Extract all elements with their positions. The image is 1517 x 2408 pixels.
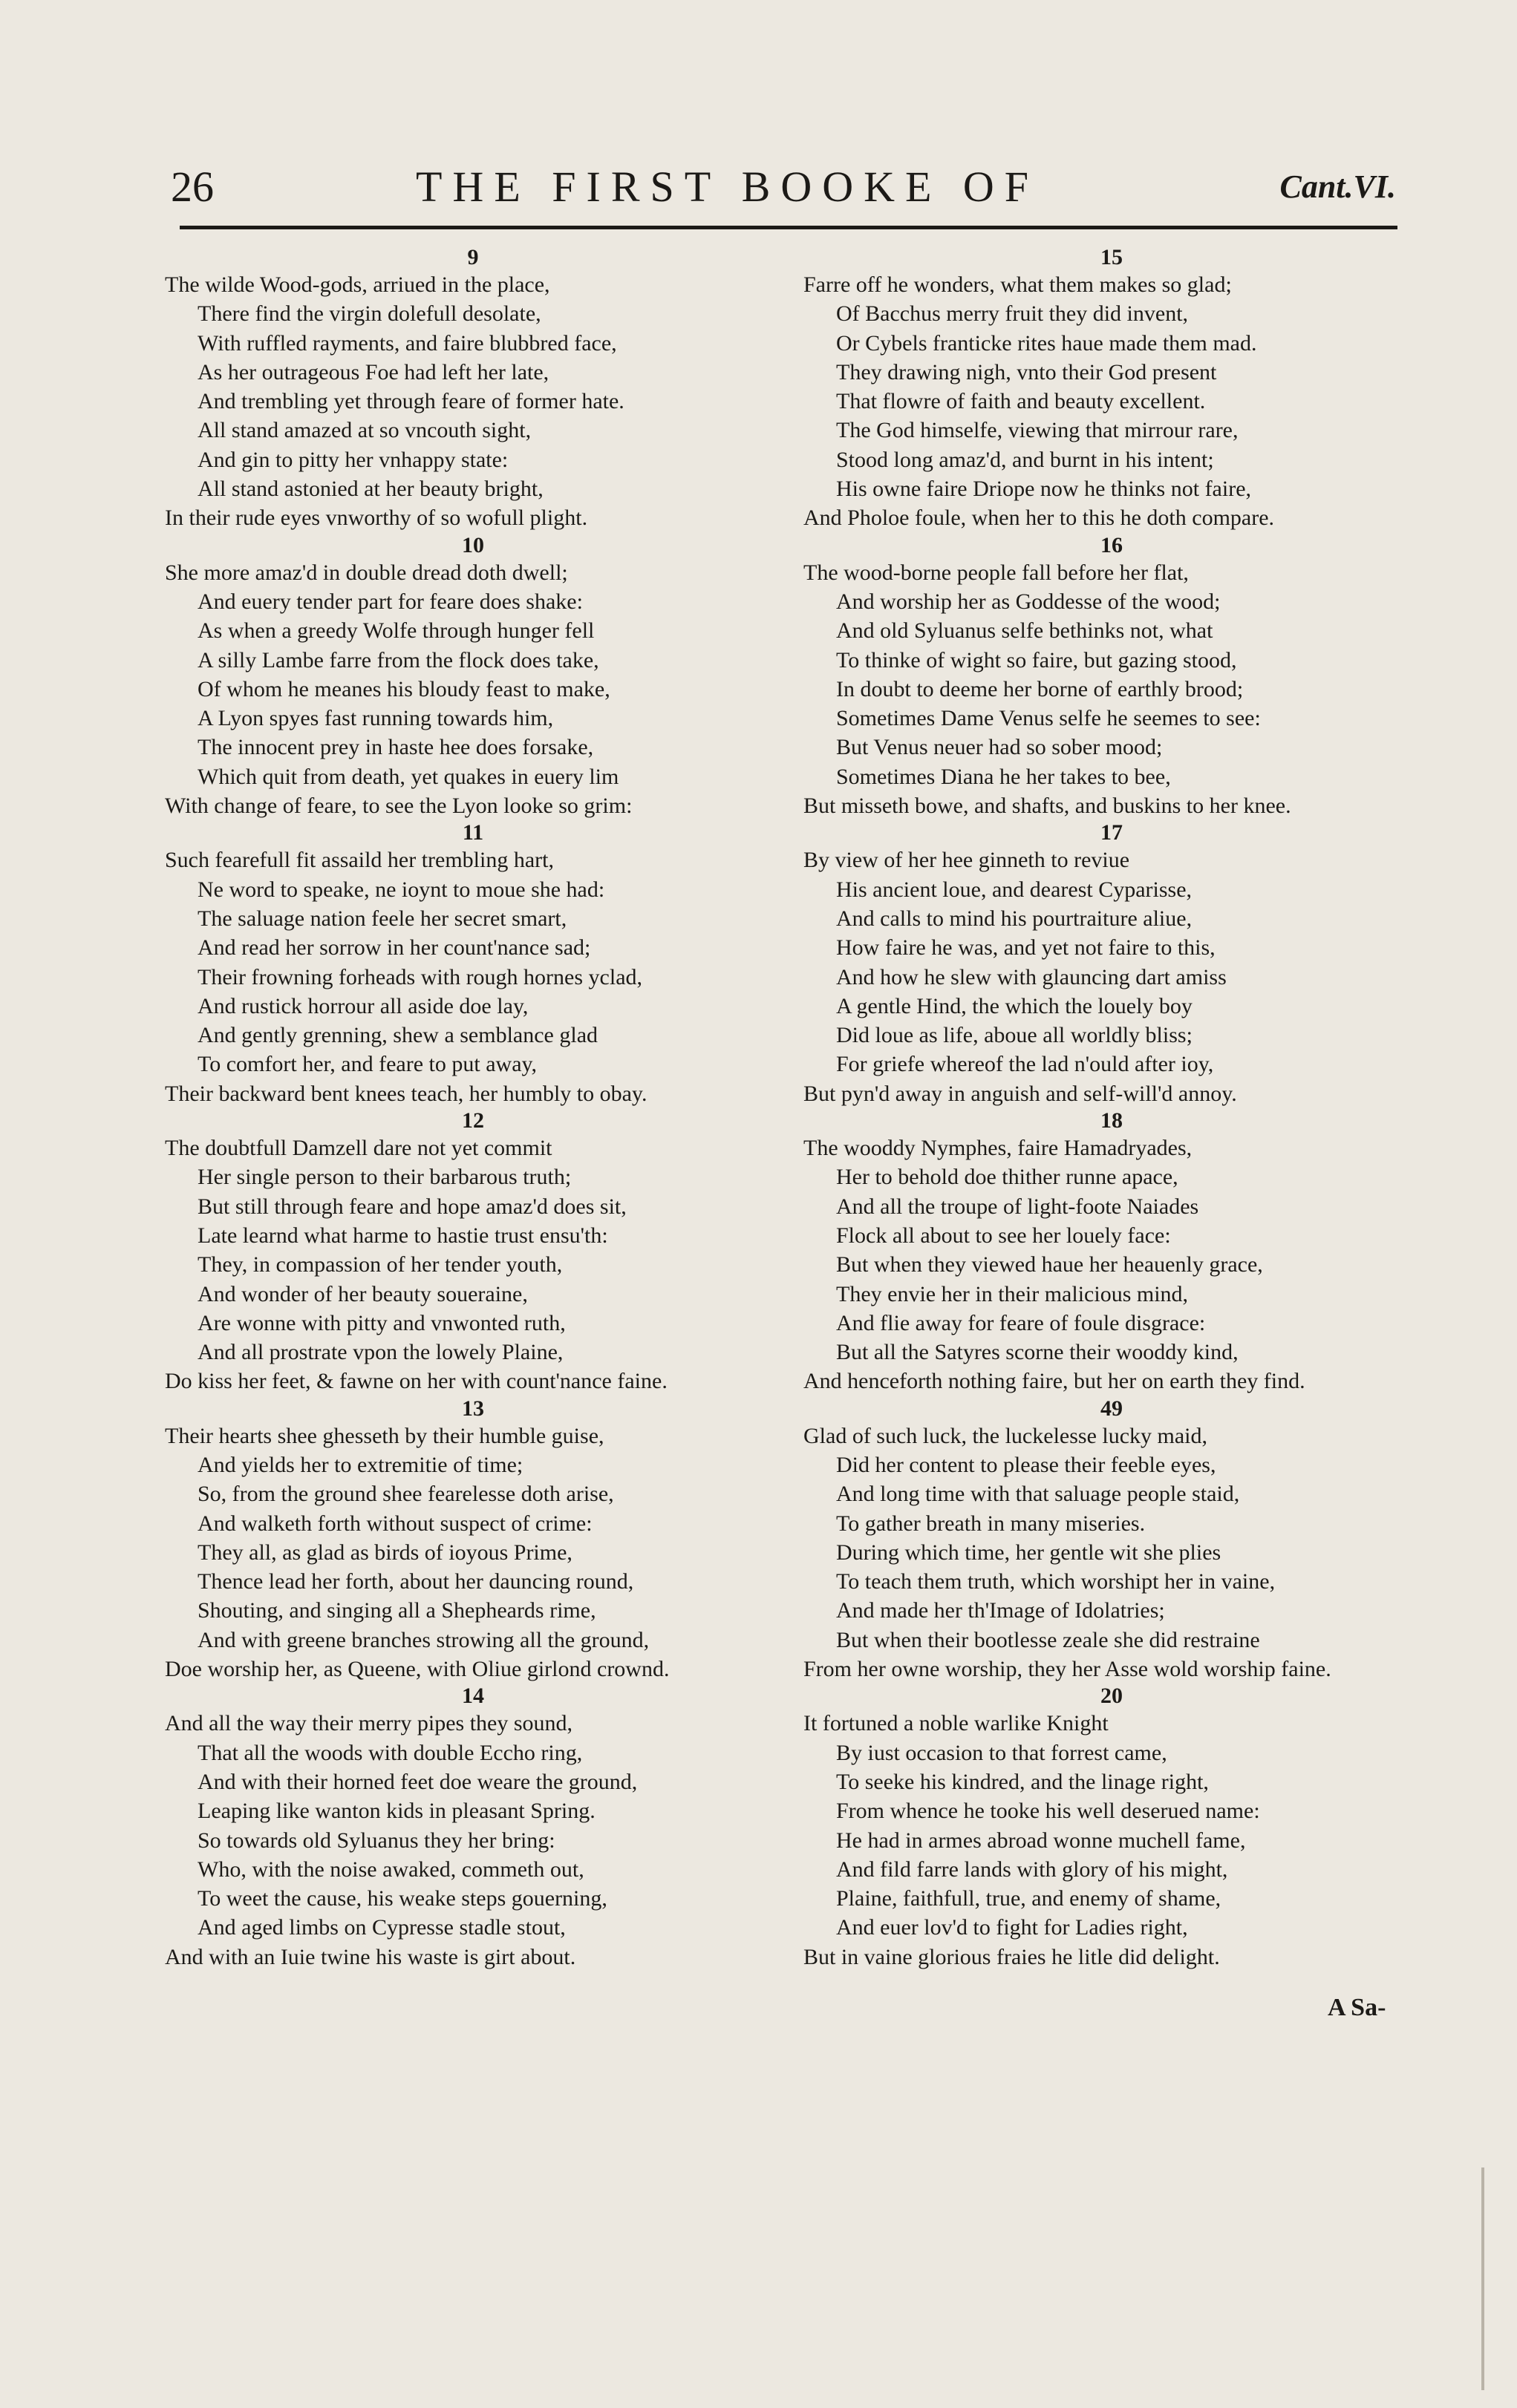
verse-line: And calls to mind his pourtraiture aliue, <box>836 906 1193 931</box>
verse-line: From whence he tooke his well deserued name: <box>836 1799 1260 1824</box>
stanza <box>803 820 1420 1108</box>
verse-line: He had in armes abroad wonne muchell fame, <box>836 1828 1246 1853</box>
verse-line: And fild farre lands with glory of his might, <box>836 1856 1228 1882</box>
verse-line: And read her sorrow in her count'nance sad; <box>198 935 591 961</box>
verse-line: Of Bacchus merry fruit they did invent, <box>836 301 1189 327</box>
verse-line: All stand astonied at her beauty bright, <box>198 477 544 502</box>
verse-line: And with their horned feet doe weare the ground, <box>198 1769 638 1794</box>
verse-line: Late learnd what harme to hastie trust ensu'th: <box>198 1223 608 1248</box>
verse-line: For griefe whereof the lad n'ould after ioy, <box>836 1052 1214 1077</box>
stanza-number: 12 <box>462 1108 484 1133</box>
verse-line: That all the woods with double Eccho ring, <box>198 1740 583 1765</box>
verse-line: As when a greedy Wolfe through hunger fell <box>198 618 595 644</box>
verse-line: His ancient loue, and dearest Cyparisse, <box>836 877 1193 902</box>
verse-line: Doe worship her, as Queene, with Oliue girlond crownd. <box>165 1657 670 1682</box>
stanza-number: 16 <box>1100 532 1123 557</box>
verse-line: And made her th'Image of Idolatries; <box>836 1598 1165 1623</box>
stanza <box>803 1684 1420 1972</box>
verse-line: And worship her as Goddesse of the wood; <box>836 589 1221 614</box>
catchword: A Sa- <box>1328 1994 1386 2021</box>
verse-line: The wilde Wood-gods, arriued in the place, <box>165 272 550 297</box>
verse-line: Did her content to please their feeble eyes, <box>836 1452 1216 1477</box>
verse-line: By view of her hee ginneth to reviue <box>803 848 1130 873</box>
stanza <box>165 1396 781 1684</box>
verse-line: Ne word to speake, ne ioynt to moue she had: <box>198 877 605 902</box>
verse-line: Are wonne with pitty and vnwonted ruth, <box>198 1310 566 1335</box>
verse-line: There find the virgin dolefull desolate, <box>198 301 541 327</box>
verse-line: Their frowning forheads with rough hornes yclad, <box>198 964 643 989</box>
verse-line: And wonder of her beauty soueraine, <box>198 1281 528 1306</box>
verse-line: To comfort her, and feare to put away, <box>198 1052 538 1077</box>
verse-line: All stand amazed at so vncouth sight, <box>198 418 532 443</box>
verse-line: The innocent prey in haste hee does forsake, <box>198 735 594 760</box>
stanza-number: 10 <box>462 532 484 557</box>
verse-line: Flock all about to see her louely face: <box>836 1223 1171 1248</box>
canto-label: Cant.VI. <box>1279 169 1396 205</box>
verse-line: Sometimes Dame Venus selfe he seemes to see: <box>836 706 1261 731</box>
verse-line: But when they viewed haue her heauenly grace, <box>836 1252 1263 1277</box>
stanza <box>803 1108 1420 1396</box>
verse-line: And how he slew with glauncing dart amiss <box>836 964 1227 989</box>
verse-line: And all the way their merry pipes they sound, <box>165 1711 573 1736</box>
verse-line: And walketh forth without suspect of crime: <box>198 1511 593 1536</box>
verse-line: She more amaz'd in double dread doth dwell; <box>165 560 568 585</box>
verse-line: They all, as glad as birds of ioyous Prime, <box>198 1540 572 1565</box>
verse-line: Sometimes Diana he her takes to bee, <box>836 764 1171 789</box>
verse-line: Her to behold doe thither runne apace, <box>836 1165 1178 1190</box>
verse-line: It fortuned a noble warlike Knight <box>803 1711 1109 1736</box>
verse-line: Stood long amaz'd, and burnt in his intent; <box>836 447 1214 472</box>
verse-line: So towards old Syluanus they her bring: <box>198 1828 555 1853</box>
stanza <box>165 820 781 1108</box>
stanza-number: 17 <box>1100 820 1123 845</box>
verse-line: And with an Iuie twine his waste is girt about. <box>165 1944 576 1969</box>
verse-line: The wood-borne people fall before her flat, <box>803 560 1189 585</box>
verse-line: Leaping like wanton kids in pleasant Spring. <box>198 1799 596 1824</box>
verse-line: During which time, her gentle wit she plies <box>836 1540 1221 1565</box>
left-column <box>165 245 781 1972</box>
verse-line: Which quit from death, yet quakes in euery lim <box>198 764 619 789</box>
verse-line: They, in compassion of her tender youth, <box>198 1252 563 1277</box>
verse-line: The wooddy Nymphes, faire Hamadryades, <box>803 1136 1193 1161</box>
verse-line: By iust occasion to that forrest came, <box>836 1740 1167 1765</box>
verse-line: With change of feare, to see the Lyon looke so grim: <box>165 794 633 819</box>
verse-line: How faire he was, and yet not faire to this, <box>836 935 1216 961</box>
verse-line: The saluage nation feele her secret smart, <box>198 906 567 931</box>
verse-line: And euer lov'd to fight for Ladies right, <box>836 1915 1188 1940</box>
running-header <box>171 162 1396 221</box>
stanza-number: 11 <box>462 820 484 845</box>
stanza <box>165 1108 781 1396</box>
stanza <box>803 1396 1420 1684</box>
verse-line: Thence lead her forth, about her dauncing round, <box>198 1569 634 1594</box>
verse-line: And flie away for feare of foule disgrace: <box>836 1310 1206 1335</box>
verse-line: And yields her to extremitie of time; <box>198 1452 523 1477</box>
verse-line: And gin to pitty her vnhappy state: <box>198 447 509 472</box>
verse-line: To teach them truth, which worshipt her in vaine, <box>836 1569 1276 1594</box>
verse-line: And euery tender part for feare does shake: <box>198 589 583 614</box>
verse-line: In their rude eyes vnworthy of so wofull plight. <box>165 506 588 531</box>
stanza <box>165 245 781 533</box>
page-number: 26 <box>171 163 214 211</box>
verse-line: A silly Lambe farre from the flock does take, <box>198 647 599 673</box>
verse-line: They envie her in their malicious mind, <box>836 1281 1189 1306</box>
verse-line: Plaine, faithfull, true, and enemy of shame, <box>836 1886 1221 1911</box>
verse-line: But still through feare and hope amaz'd does sit, <box>198 1194 627 1219</box>
verse-line: And gently grenning, shew a semblance glad <box>198 1023 598 1048</box>
verse-line: And with greene branches strowing all the ground, <box>198 1627 650 1652</box>
verse-line: And trembling yet through feare of former hate. <box>198 389 624 414</box>
stanza-number: 15 <box>1100 245 1123 269</box>
verse-line: That flowre of faith and beauty excellent. <box>836 389 1206 414</box>
verse-line: But Venus neuer had so sober mood; <box>836 735 1163 760</box>
stanza-number: 13 <box>462 1396 484 1421</box>
verse-line: From her owne worship, they her Asse wold worship faine. <box>803 1657 1331 1682</box>
stanza-number: 20 <box>1100 1684 1123 1709</box>
stanza-number: 14 <box>462 1684 484 1709</box>
right-column <box>803 245 1420 1972</box>
verse-line: Shouting, and singing all a Shepheards rime, <box>198 1598 596 1623</box>
stanza <box>165 533 781 821</box>
stanza-number: 9 <box>467 245 479 269</box>
verse-line: His owne faire Driope now he thinks not faire, <box>836 477 1252 502</box>
verse-line: Did loue as life, aboue all worldly bliss; <box>836 1023 1193 1048</box>
page-edge-mark <box>1481 2167 1484 2390</box>
verse-line: And aged limbs on Cypresse stadle stout, <box>198 1915 566 1940</box>
verse-line: To gather breath in many miseries. <box>836 1511 1146 1536</box>
verse-line: Who, with the noise awaked, commeth out, <box>198 1856 584 1882</box>
verse-line: Their hearts shee ghesseth by their humble guise, <box>165 1423 604 1448</box>
verse-line: And henceforth nothing faire, but her on earth they find. <box>803 1369 1305 1394</box>
verse-line: As her outrageous Foe had left her late, <box>198 359 549 385</box>
verse-line: And Pholoe foule, when her to this he doth compare. <box>803 506 1275 531</box>
verse-line: But all the Satyres scorne their wooddy kind, <box>836 1340 1239 1365</box>
verse-line: The God himselfe, viewing that mirrour rare, <box>836 418 1239 443</box>
verse-line: And all prostrate vpon the lowely Plaine, <box>198 1340 564 1365</box>
verse-line: In doubt to deeme her borne of earthly brood; <box>836 676 1244 701</box>
verse-line: But pyn'd away in anguish and self-will'd annoy. <box>803 1081 1237 1106</box>
verse-line: With ruffled rayments, and faire blubbred face, <box>198 330 617 356</box>
verse-line: Farre off he wonders, what them makes so glad; <box>803 272 1232 297</box>
verse-line: And all the troupe of light-foote Naiades <box>836 1194 1199 1219</box>
verse-line: To thinke of wight so faire, but gazing stood, <box>836 647 1237 673</box>
header-rule <box>180 226 1397 229</box>
verse-line: Of whom he meanes his bloudy feast to make, <box>198 676 610 701</box>
verse-line: To weet the cause, his weake steps gouerning, <box>198 1886 607 1911</box>
verse-line: The doubtfull Damzell dare not yet commit <box>165 1136 552 1161</box>
stanza <box>803 245 1420 533</box>
verse-line: A Lyon spyes fast running towards him, <box>198 706 554 731</box>
verse-line: And old Syluanus selfe bethinks not, what <box>836 618 1213 644</box>
stanza <box>165 1684 781 1972</box>
verse-line: And long time with that saluage people staid, <box>836 1482 1240 1507</box>
verse-line: Such fearefull fit assaild her trembling hart, <box>165 848 554 873</box>
verse-line: But in vaine glorious fraies he litle did delight. <box>803 1944 1220 1969</box>
verse-line: And rustick horrour all aside doe lay, <box>198 993 529 1018</box>
verse-line: To seeke his kindred, and the linage right, <box>836 1769 1209 1794</box>
verse-line: Her single person to their barbarous truth; <box>198 1165 572 1190</box>
stanza-number: 49 <box>1100 1396 1123 1421</box>
stanza <box>803 533 1420 821</box>
verse-line: So, from the ground shee fearelesse doth arise, <box>198 1482 614 1507</box>
verse-line: Or Cybels franticke rites haue made them mad. <box>836 330 1257 356</box>
verse-line: A gentle Hind, the which the louely boy <box>836 993 1193 1018</box>
verse-line: Their backward bent knees teach, her humbly to obay. <box>165 1081 647 1106</box>
verse-line: But when their bootlesse zeale she did restraine <box>836 1627 1260 1652</box>
stanza-number: 18 <box>1100 1108 1123 1133</box>
verse-line: Do kiss her feet, & fawne on her with count'nance faine. <box>165 1369 668 1394</box>
verse-line: Glad of such luck, the luckelesse lucky maid, <box>803 1423 1208 1448</box>
verse-line: But misseth bowe, and shafts, and buskins to her knee. <box>803 794 1291 819</box>
verse-line: They drawing nigh, vnto their God present <box>836 359 1217 385</box>
running-title: THE FIRST BOOKE OF <box>416 163 1040 211</box>
